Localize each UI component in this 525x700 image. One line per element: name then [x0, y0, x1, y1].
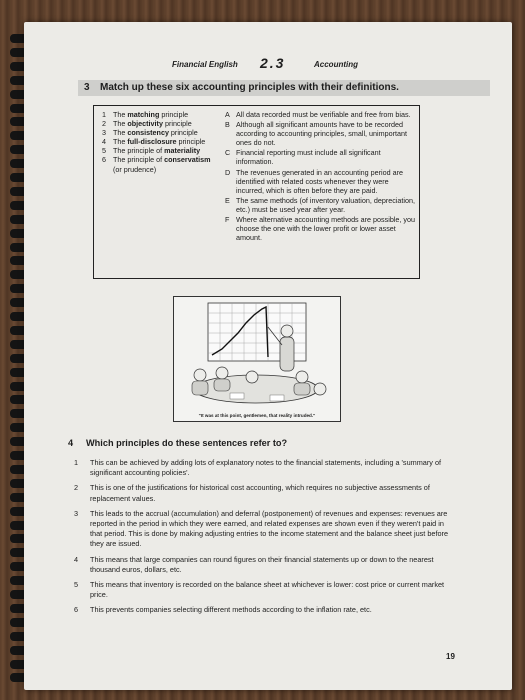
sentence-item: 5 This means that inventory is recorded on the balance sheet at whichever is lower: cost price or current market price.	[74, 580, 445, 600]
principle-item: 2 The objectivity principle	[102, 119, 192, 129]
sentence-item: 4 This means that large companies can round figures on their financial statements up or down to the nearest thousand euros, dollars, etc.	[74, 554, 434, 574]
exercise-4-title: Which principles do these sentences refer to?	[86, 438, 288, 448]
sentence-item: 6 This prevents companies selecting different methods according to the inflation rate, etc.	[74, 605, 372, 615]
exercise-3-number: 3	[84, 82, 90, 93]
exercise-3-heading	[78, 80, 490, 96]
definition-item: D The revenues generated in an accounting period are identified with related costs whenever they were incurred, which is often before they are paid.	[225, 167, 404, 195]
sentence-item: 3 This leads to the accrual (accumulation) and deferral (postponement) of revenues and expenses: revenues are reported in the period in which they were earned, and related expenses are shown even if they weren't paid in that period. This is done by making adjusting entries to the income statement and the balance sheet just before they are issued.	[74, 508, 449, 549]
sentence-item: 1 This can be achieved by adding lots of explanatory notes to the financial statements, including a 'summary of significant accounting policies'.	[74, 458, 442, 478]
header-book-title: Financial English	[172, 60, 238, 69]
principles-list	[102, 110, 222, 174]
exercise-4-number: 4	[68, 438, 74, 448]
matching-box	[93, 105, 420, 279]
page-header	[24, 55, 512, 75]
sentence-item: 2 This is one of the justifications for historical cost accounting, which requires no subjective assessments of replacement values.	[74, 483, 430, 503]
header-unit-title: Accounting	[314, 60, 358, 69]
definitions-list	[225, 110, 415, 243]
principle-item: 1 The matching principle	[102, 110, 189, 119]
definition-item: A All data recorded must be verifiable and free from bias.	[225, 110, 411, 119]
cartoon-caption: "It was at this point, gentlemen, that reality intruded."	[198, 413, 316, 418]
principle-item: 3 The consistency principle	[102, 128, 198, 138]
cartoon-illustration	[173, 296, 341, 422]
page-number: 19	[446, 652, 455, 661]
definition-item: F Where alternative accounting methods are possible, you choose the one with the lower profit or lower asset amount.	[225, 215, 415, 243]
definition-item: B Although all significant amounts have to be recorded according to accounting principles, small, unimportant ones do not.	[225, 120, 407, 148]
exercise-3-title: Match up these six accounting principles with their definitions.	[100, 82, 399, 93]
boardroom-cartoon-drawing	[174, 297, 340, 409]
principle-item: 4 The full-disclosure principle	[102, 137, 206, 147]
principle-item: 6 The principle of conservatism	[102, 155, 211, 165]
definition-item: C Financial reporting must include all significant information.	[225, 148, 381, 167]
principle-item: 5 The principle of materiality	[102, 146, 201, 156]
exercise-4-sentences	[74, 458, 458, 621]
definition-item: E The same methods (of inventory valuation, depreciation, etc.) must be used year after year.	[225, 195, 415, 214]
header-unit-number: 2.3	[260, 55, 286, 71]
principle-item-note: (or prudence)	[113, 164, 157, 174]
